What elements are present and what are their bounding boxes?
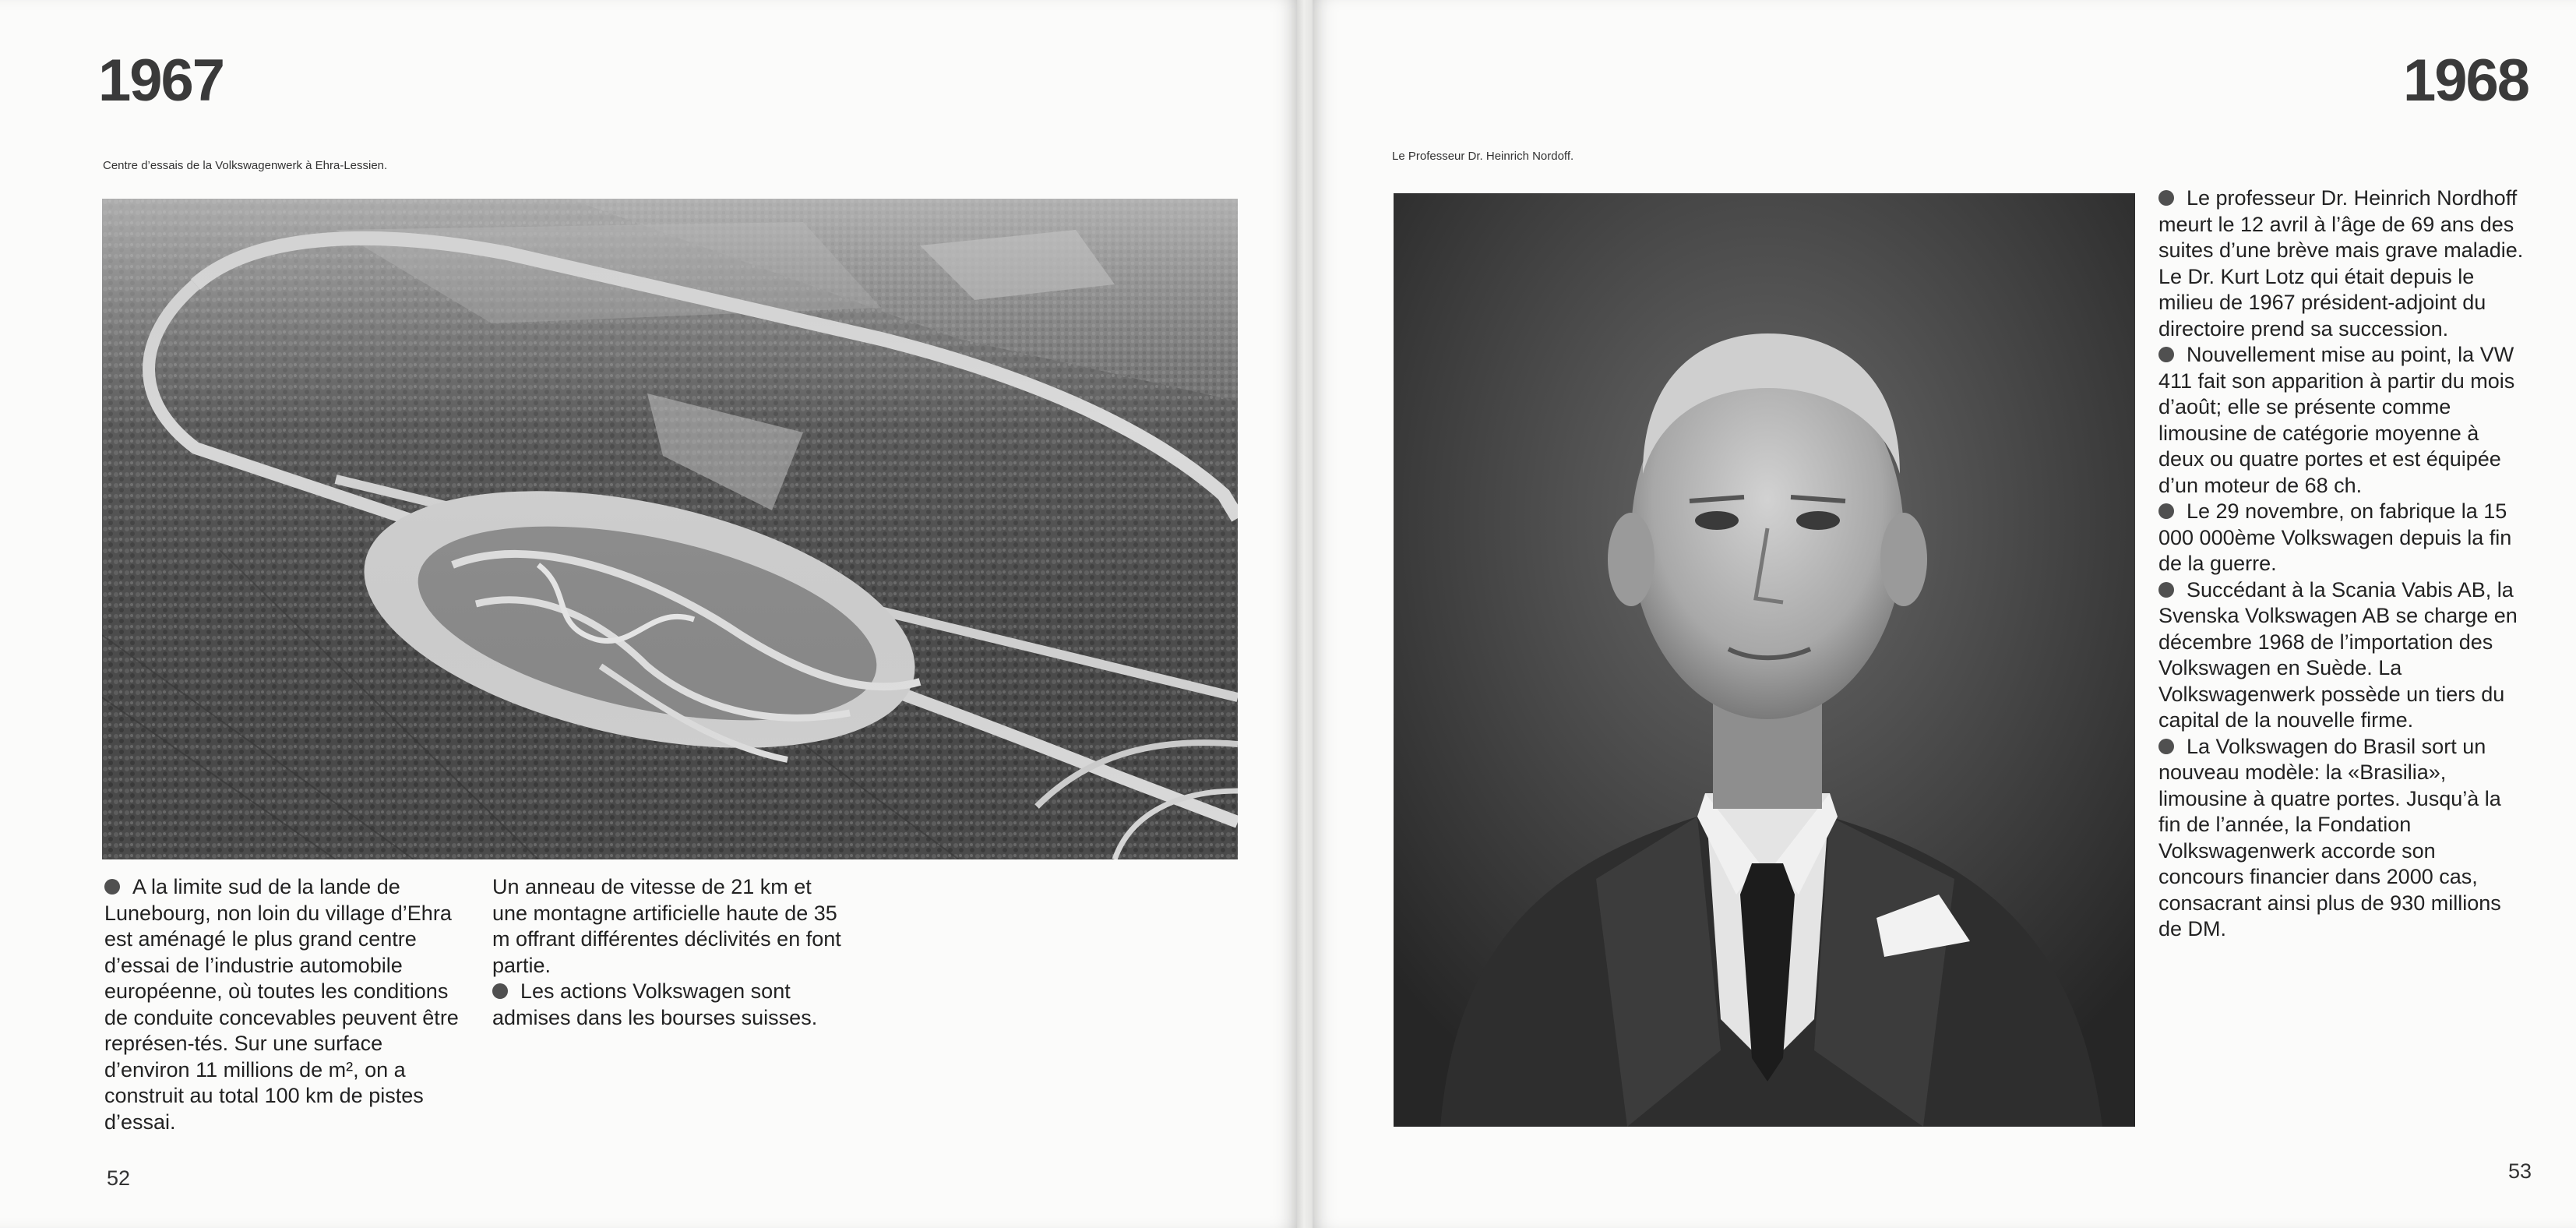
photo-caption-test-track: Centre d’essais de la Volkswagenwerk à Ehra-Lessien. — [103, 159, 388, 172]
text-column-1968 — [2158, 185, 2525, 943]
page-number-right: 53 — [2508, 1159, 2532, 1183]
bullet-icon — [2158, 347, 2174, 362]
book-gutter — [1297, 0, 1313, 1228]
bullet-icon — [2158, 739, 2174, 754]
photo-caption-nordhoff: Le Professeur Dr. Heinrich Nordoff. — [1392, 150, 1574, 163]
test-track-aerial-photo — [102, 199, 1238, 859]
bullet-icon — [104, 879, 120, 895]
bullet-icon — [2158, 503, 2174, 519]
right-page — [1313, 0, 2576, 1228]
paragraph-test-center: A la limite sud de la lande de Lunebourg, non loin du village d’Ehra est aménagé le plus grand centre d’essai de l’industrie automobile européenne, où toutes les conditions de conduite concevables peuvent être représen-tés. Sur une surface d’environ 11 millions de m², on a construit au total 100 km de pistes d’essai. — [104, 875, 459, 1134]
nordhoff-portrait-photo — [1394, 193, 2135, 1127]
paragraph-brasilia: La Volkswagen do Brasil sort un nouveau modèle: la «Brasilia», limousine à quatre portes. Jusqu’à la fin de l’année, la Fondation Volkswagenwerk accorde son concours financier dans 2000 cas, consacrant ainsi plus de 930 millions de DM. — [2158, 734, 2501, 940]
text-column-1 — [104, 874, 469, 1135]
paragraph-nordhoff-death: Le professeur Dr. Heinrich Nordhoff meurt le 12 avril à l’âge de 69 ans des suites d’une brève mais grave maladie. Le Dr. Kurt Lotz qui était depuis le milieu de 1967 président-adjoint du directoire prend sa succession. — [2158, 186, 2524, 341]
paragraph-svenska-volkswagen: Succédant à la Scania Vabis AB, la Svenska Volkswagen AB se charge en décembre 1968 de l’importation des Volkswagen en Suède. La Volkswagenwerk possède un tiers du capital de la nouvelle firme. — [2158, 577, 2518, 732]
page-number-left: 52 — [107, 1166, 131, 1190]
paragraph-vw-411: Nouvellement mise au point, la VW 411 fait son apparition à partir du mois d’août; elle se présente comme limousine de catégorie moyenne à deux ou quatre portes et est équipée d’un moteur de 68 ch. — [2158, 343, 2515, 497]
paragraph-15-millionth: Le 29 novembre, on fabrique la 15 000 000ème Volkswagen depuis la fin de la guerre. — [2158, 499, 2512, 575]
paragraph-speed-ring: Un anneau de vitesse de 21 km et une montagne artificielle haute de 35 m offrant différentes déclivités en font partie. — [492, 875, 841, 977]
year-heading-1967: 1967 — [98, 48, 224, 114]
text-column-2 — [492, 874, 849, 1031]
bullet-icon — [492, 983, 508, 999]
bullet-icon — [2158, 582, 2174, 598]
bullet-icon — [2158, 190, 2174, 206]
year-heading-1968: 1968 — [2403, 48, 2529, 114]
paragraph-swiss-exchanges: Les actions Volkswagen sont admises dans les bourses suisses. — [492, 979, 818, 1029]
